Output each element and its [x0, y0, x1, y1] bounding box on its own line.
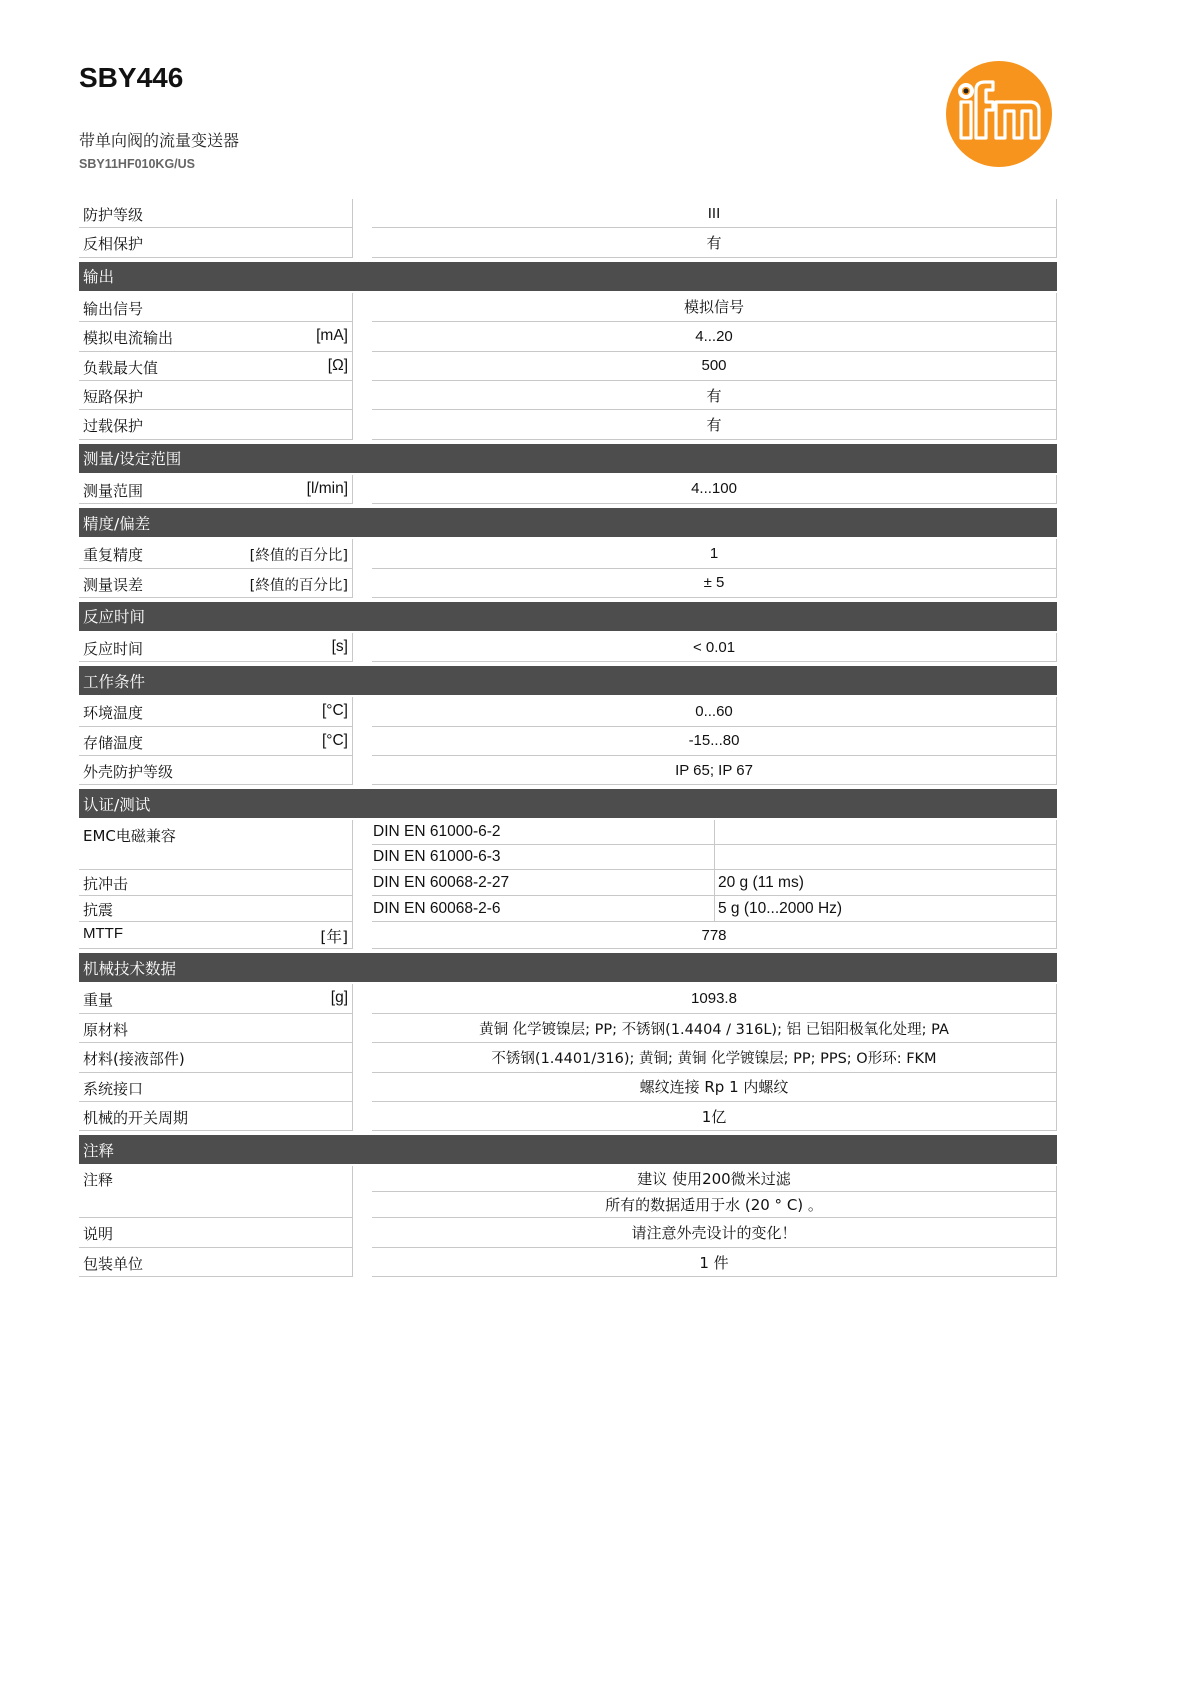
spec-row: 短路保护 有 [79, 381, 1057, 410]
section-header-response: 反应时间 [79, 602, 1057, 631]
spec-row: 原材料 黄铜 化学镀镍层; PP; 不锈钢(1.4404 / 316L); 铝 已铝阳极氧化处理; PA [79, 1014, 1057, 1043]
spec-row: 材料(接液部件) 不锈钢(1.4401/316); 黄铜; 黄铜 化学镀镍层; PP; PPS; O形环: FKM [79, 1043, 1057, 1072]
spec-row-reverse-polarity [79, 228, 1057, 257]
emc-standard: DIN EN 61000-6-2 [372, 820, 715, 845]
row-value: 有 [706, 235, 722, 253]
spec-row: 机械的开关周期 1亿 [79, 1102, 1057, 1131]
product-title: SBY446 [79, 62, 184, 93]
spec-row-remark: 说明 请注意外壳设计的变化！ [79, 1218, 1057, 1247]
spec-row: 测量误差 [終值的百分比] ± 5 [79, 569, 1057, 598]
spec-row: 模拟电流输出 [mA] 4...20 [79, 322, 1057, 351]
spec-row-emc: EMC电磁兼容 DIN EN 61000-6-2 DIN EN 61000-6-3 [79, 820, 1057, 870]
section-header-accuracy: 精度/偏差 [79, 508, 1057, 537]
spec-row-vibration: 抗震 DIN EN 60068-2-6 5 g (10...2000 Hz) [79, 896, 1057, 922]
row-label: 防护等级 [83, 206, 144, 224]
section-header-tests: 认证/测试 [79, 789, 1057, 818]
spec-row-packing: 包装单位 1 件 [79, 1248, 1057, 1277]
spec-row: 测量范围 [l/min] 4...100 [79, 475, 1057, 504]
row-value: III [707, 204, 721, 222]
section-header-range: 测量/设定范围 [79, 444, 1057, 473]
section-header-mechanical: 机械技术数据 [79, 953, 1057, 982]
spec-row: 系统接口 螺纹连接 Rp 1 内螺纹 [79, 1073, 1057, 1102]
ifm-logo [945, 60, 1053, 168]
spec-row: 输出信号 模拟信号 [79, 293, 1057, 322]
note-line: 所有的数据适用于水 (20 ° C) 。 [605, 1196, 823, 1215]
spec-row: 存储温度 [°C] -15...80 [79, 727, 1057, 756]
section-header-conditions: 工作条件 [79, 666, 1057, 695]
spec-row: 负载最大值 [Ω] 500 [79, 352, 1057, 381]
spec-row-notes: 注释 建议 使用200微米过滤 所有的数据适用于水 (20 ° C) 。 [79, 1166, 1057, 1218]
product-subtitle: 带单向阀的流量变送器 [79, 131, 240, 150]
spec-row-protection-class [79, 199, 1057, 228]
spec-table [79, 199, 1057, 1277]
spec-row: 过载保护 有 [79, 410, 1057, 439]
spec-row: 重量 [g] 1093.8 [79, 984, 1057, 1013]
section-header-notes: 注释 [79, 1135, 1057, 1164]
article-number: SBY11HF010KG/US [79, 157, 196, 171]
section-header-output: 输出 [79, 262, 1057, 291]
spec-row: 外壳防护等级 IP 65; IP 67 [79, 756, 1057, 785]
row-label: 反相保护 [83, 235, 144, 254]
spec-row-mttf: MTTF [年] 778 [79, 922, 1057, 949]
note-line: 建议 使用200微米过滤 [637, 1170, 791, 1189]
spec-row: 反应时间 [s] < 0.01 [79, 633, 1057, 662]
spec-row: 环境温度 [°C] 0...60 [79, 697, 1057, 726]
spec-row: 重复精度 [終值的百分比] 1 [79, 539, 1057, 568]
emc-standard: DIN EN 61000-6-3 [372, 845, 715, 870]
spec-row-shock: 抗冲击 DIN EN 60068-2-27 20 g (11 ms) [79, 870, 1057, 896]
